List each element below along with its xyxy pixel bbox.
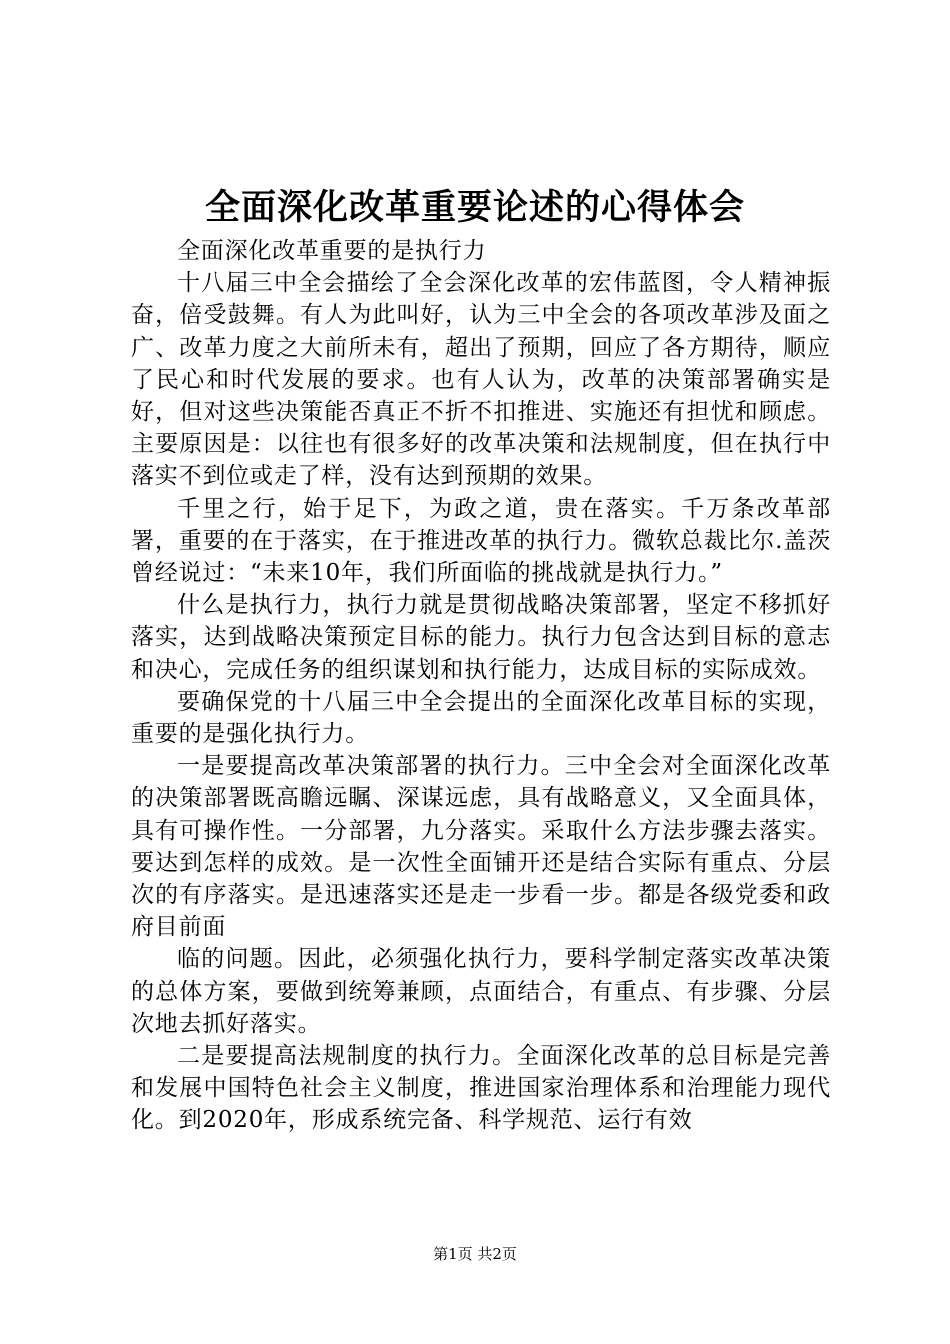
paragraph: 什么是执行力，执行力就是贯彻战略决策部署，坚定不移抓好落实，达到战略决策预定目标的能力。执行力包含达到目标的意志和决心，完成任务的组织谋划和执行能力，达成目标的实际成效。	[131, 592, 831, 683]
paragraph: 一是要提高改革决策部署的执行力。三中全会对全面深化改革的决策部署既高瞻远瞩、深谋远虑，具有战略意义，又全面具体，具有可操作性。一分部署，九分落实。采取什么方法步骤去落实。要达到怎样的成效。是一次性全面铺开还是结合实际有重点、分层次的有序落实。是迅速落实还是走一步看一步。都是各级党委和政府目前面	[131, 753, 831, 941]
document-title: 全面深化改革重要论述的心得体会	[204, 187, 745, 228]
document-body	[131, 235, 831, 1137]
page-number-footer: 第1页 共2页	[433, 1245, 517, 1263]
paragraph: 临的问题。因此，必须强化执行力，要科学制定落实改革决策的总体方案，要做到统筹兼顾，点面结合，有重点、有步骤、分层次地去抓好落实。	[131, 946, 831, 1037]
paragraph: 十八届三中全会描绘了全会深化改革的宏伟蓝图，令人精神振奋，倍受鼓舞。有人为此叫好，认为三中全会的各项改革涉及面之广、改革力度之大前所未有，超出了预期，回应了各方期待，顺应了民心和时代发展的要求。也有人认为，改革的决策部署确实是好，但对这些决策能否真正不折不扣推进、实施还有担忧和顾虑。主要原因是：以往也有很多好的改革决策和法规制度，但在执行中落实不到位或走了样，没有达到预期的效果。	[131, 270, 831, 490]
paragraph: 全面深化改革重要的是执行力	[177, 238, 487, 264]
paragraph: 二是要提高法规制度的执行力。全面深化改革的总目标是完善和发展中国特色社会主义制度，推进国家治理体系和治理能力现代化。到2020年，形成系统完备、科学规范、运行有效	[131, 1043, 831, 1134]
paragraph: 要确保党的十八届三中全会提出的全面深化改革目标的实现，重要的是强化执行力。	[131, 688, 831, 748]
paragraph: 千里之行，始于足下，为政之道，贵在落实。千万条改革部署，重要的在于落实，在于推进改革的执行力。微软总裁比尔.盖茨曾经说过：“未来10年，我们所面临的挑战就是执行力。”	[131, 495, 831, 587]
